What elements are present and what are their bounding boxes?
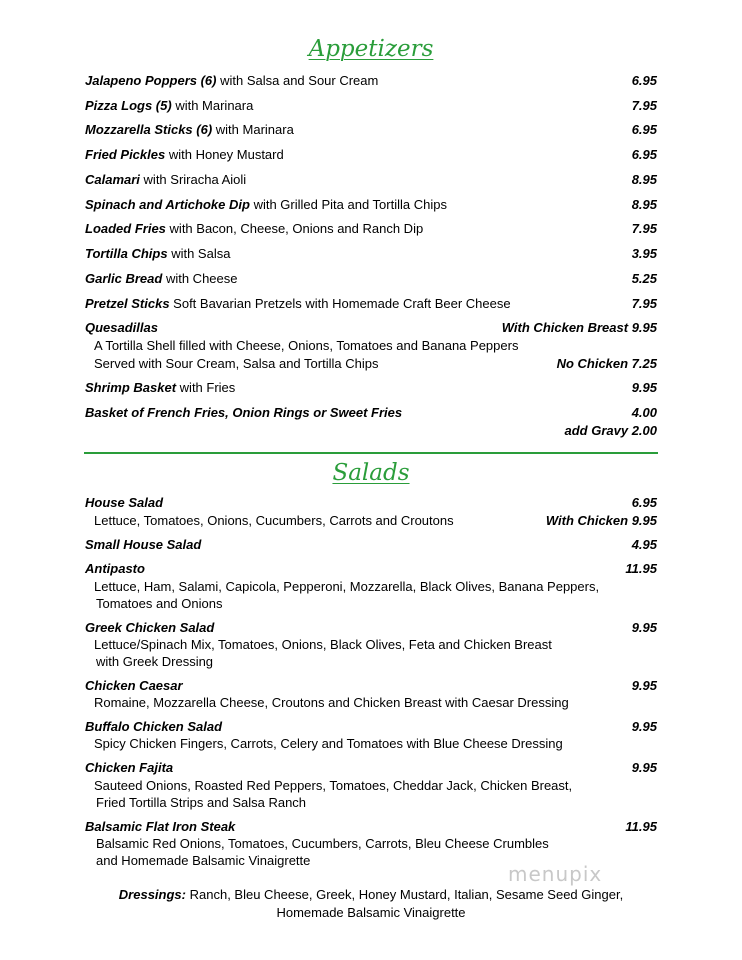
menu-item-fried-pickles: Fried Pickles with Honey Mustard 6.95 — [85, 147, 657, 162]
item-price: 7.95 — [631, 221, 657, 236]
item-description: Lettuce/Spinach Mix, Tomatoes, Onions, Black Olives, Feta and Chicken Breast — [94, 637, 552, 652]
menu-item-buffalo-chicken-salad: Buffalo Chicken Salad 9.95 — [85, 719, 657, 734]
item-price: 4.95 — [631, 537, 657, 552]
menu-item-pizza-logs: Pizza Logs (5) with Marinara 7.95 — [85, 98, 657, 113]
dressings-list: Ranch, Bleu Cheese, Greek, Honey Mustard, Italian, Sesame Seed Ginger, — [189, 887, 624, 902]
menu-item-chicken-caesar: Chicken Caesar 9.95 — [85, 678, 657, 693]
item-price: 6.95 — [631, 73, 657, 88]
item-price: 8.95 — [631, 197, 657, 212]
item-description: Sauteed Onions, Roasted Red Peppers, Tomatoes, Cheddar Jack, Chicken Breast, — [94, 778, 573, 793]
menu-item-antipasto: Antipasto 11.95 — [85, 561, 657, 576]
item-price: 3.95 — [631, 246, 657, 261]
appetizers-title: Appetizers — [308, 36, 434, 62]
item-description: A Tortilla Shell filled with Cheese, Onions, Tomatoes and Banana Peppers — [94, 338, 519, 353]
item-price: 6.95 — [631, 495, 657, 510]
item-description: and Homemade Balsamic Vinaigrette — [96, 853, 311, 868]
item-description: Lettuce, Tomatoes, Onions, Cucumbers, Carrots and Croutons — [94, 513, 454, 528]
item-price: With Chicken 9.95 — [545, 513, 657, 528]
item-price: No Chicken 7.25 — [556, 356, 657, 371]
menu-item-garlic-bread: Garlic Bread with Cheese 5.25 — [85, 271, 657, 286]
menu-item-quesadillas: Quesadillas With Chicken Breast 9.95 — [85, 320, 657, 335]
dressings-list-2: Homemade Balsamic Vinaigrette — [276, 905, 466, 920]
item-description: Lettuce, Ham, Salami, Capicola, Pepperoni, Mozzarella, Black Olives, Banana Peppers, — [94, 579, 600, 594]
item-description: Served with Sour Cream, Salsa and Tortilla Chips — [94, 356, 379, 371]
menu-item-house-salad: House Salad 6.95 — [85, 495, 657, 510]
menu-item-mozzarella-sticks: Mozzarella Sticks (6) with Marinara 6.95 — [85, 122, 657, 137]
menu-item-calamari: Calamari with Sriracha Aioli 8.95 — [85, 172, 657, 187]
menu-item-tortilla-chips: Tortilla Chips with Salsa 3.95 — [85, 246, 657, 261]
dressings-note — [0, 886, 742, 922]
item-price: 5.25 — [631, 271, 657, 286]
menu-item-shrimp-basket: Shrimp Basket with Fries 9.95 — [85, 380, 657, 395]
item-price: 11.95 — [625, 561, 657, 576]
menu-item-spinach-dip: Spinach and Artichoke Dip with Grilled Pita and Tortilla Chips 8.95 — [85, 197, 657, 212]
item-description: Tomatoes and Onions — [96, 596, 223, 611]
item-price: 6.95 — [631, 122, 657, 137]
item-price: 8.95 — [631, 172, 657, 187]
menu-item-pretzel-sticks: Pretzel Sticks Soft Bavarian Pretzels with Homemade Craft Beer Cheese 7.95 — [85, 296, 657, 311]
item-price: add Gravy 2.00 — [564, 423, 657, 438]
item-description: Spicy Chicken Fingers, Carrots, Celery and Tomatoes with Blue Cheese Dressing — [94, 736, 563, 751]
item-price: 9.95 — [631, 380, 657, 395]
item-price: 7.95 — [631, 98, 657, 113]
menu-item-greek-chicken-salad: Greek Chicken Salad 9.95 — [85, 620, 657, 635]
item-price: 9.95 — [631, 760, 657, 775]
item-description: Balsamic Red Onions, Tomatoes, Cucumbers, Carrots, Bleu Cheese Crumbles — [96, 836, 549, 851]
salads-title: Salads — [332, 460, 410, 486]
item-price: 7.95 — [631, 296, 657, 311]
item-description: Fried Tortilla Strips and Salsa Ranch — [96, 795, 307, 810]
dressings-label: Dressings: — [118, 887, 186, 902]
section-divider — [84, 452, 658, 454]
item-price: 11.95 — [625, 819, 657, 834]
item-description: with Greek Dressing — [96, 654, 214, 669]
item-price: 9.95 — [631, 719, 657, 734]
menu-item-loaded-fries: Loaded Fries with Bacon, Cheese, Onions and Ranch Dip 7.95 — [85, 221, 657, 236]
menu-item-jalapeno-poppers: Jalapeno Poppers (6) with Salsa and Sour Cream 6.95 — [85, 73, 657, 88]
menu-item-small-house-salad: Small House Salad 4.95 — [85, 537, 657, 552]
item-description: Romaine, Mozzarella Cheese, Croutons and Chicken Breast with Caesar Dressing — [94, 695, 569, 710]
menu-item-fries-basket: Basket of French Fries, Onion Rings or Sweet Fries 4.00 — [85, 405, 657, 420]
item-price: 6.95 — [631, 147, 657, 162]
watermark: menupix — [508, 862, 603, 886]
item-price: With Chicken Breast 9.95 — [501, 320, 657, 335]
menu-item-balsamic-steak: Balsamic Flat Iron Steak 11.95 — [85, 819, 657, 834]
item-price: 9.95 — [631, 620, 657, 635]
menu-item-chicken-fajita: Chicken Fajita 9.95 — [85, 760, 657, 775]
item-price: 9.95 — [631, 678, 657, 693]
item-price: 4.00 — [631, 405, 657, 420]
